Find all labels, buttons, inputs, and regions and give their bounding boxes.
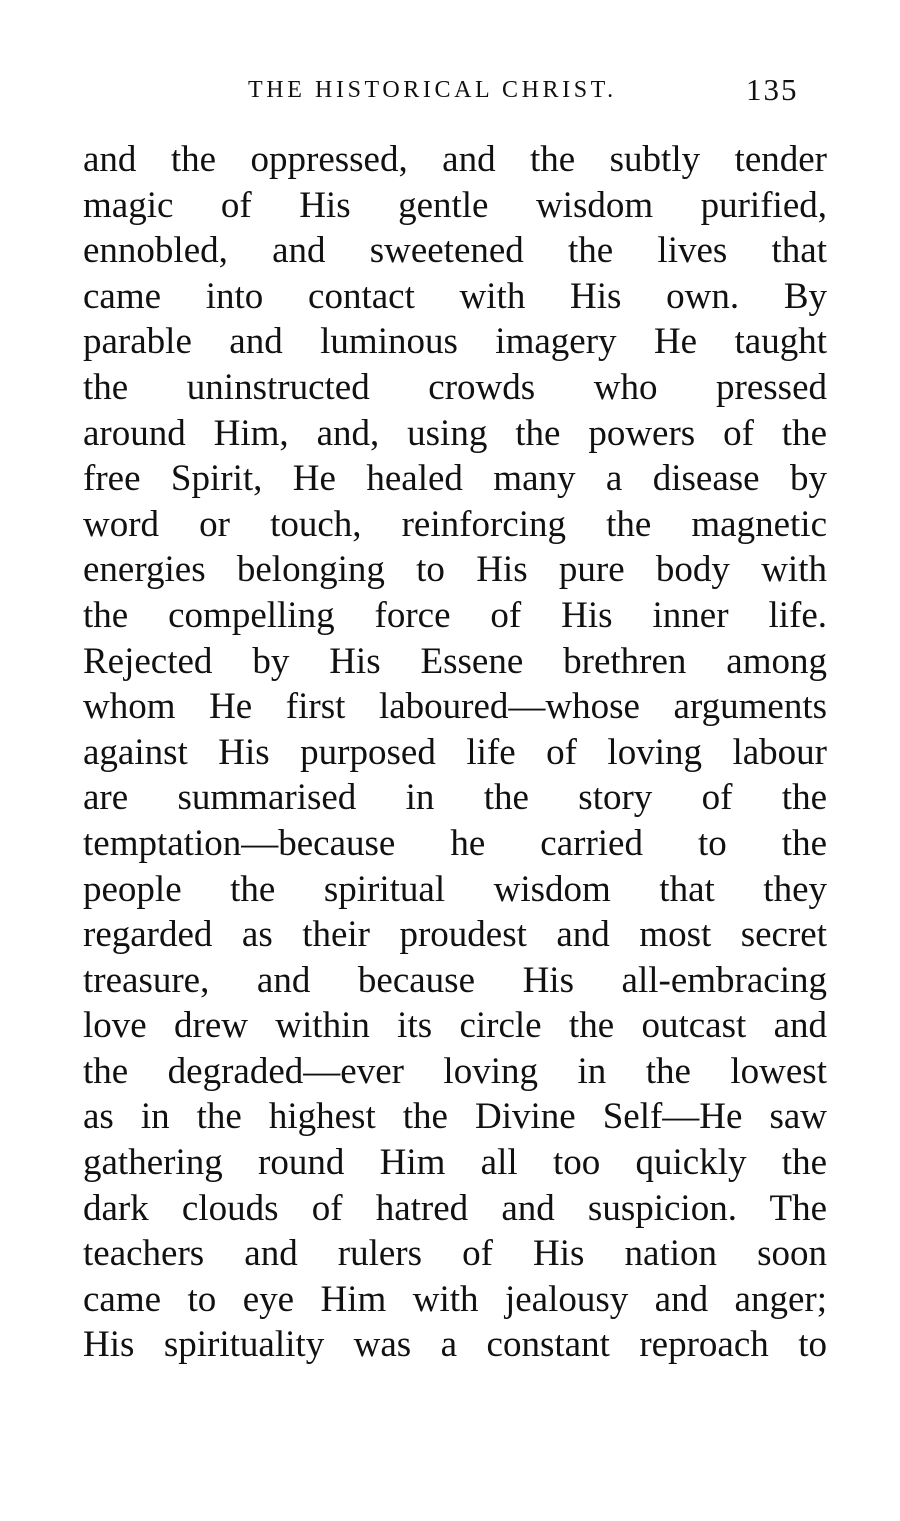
text-line: the degraded—ever loving in the lowest bbox=[83, 1050, 827, 1092]
text-line: love drew within its circle the outcast and bbox=[83, 1005, 827, 1047]
text-line: teachers and rulers of His nation soon bbox=[83, 1233, 827, 1275]
body-text bbox=[83, 137, 827, 1368]
text-line: treasure, and because His all-embracing bbox=[83, 959, 827, 1001]
page-number: 135 bbox=[746, 72, 799, 107]
text-line: Rejected by His Essene brethren among bbox=[83, 640, 827, 682]
text-line: free Spirit, He healed many a disease by bbox=[83, 458, 827, 500]
text-line: came to eye Him with jealousy and anger; bbox=[83, 1278, 827, 1320]
text-line: dark clouds of hatred and suspicion. The bbox=[83, 1187, 827, 1229]
text-line: people the spiritual wisdom that they bbox=[83, 868, 827, 910]
text-line: gathering round Him all too quickly the bbox=[83, 1142, 827, 1184]
text-line: the uninstructed crowds who pressed bbox=[83, 366, 827, 408]
text-line: came into contact with His own. By bbox=[83, 275, 827, 317]
text-line: and the oppressed, and the subtly tender bbox=[83, 139, 827, 180]
text-line: magic of His gentle wisdom purified, bbox=[83, 184, 827, 226]
running-head bbox=[0, 72, 900, 108]
text-line: ennobled, and sweetened the lives that bbox=[83, 230, 827, 272]
text-line: against His purposed life of loving labour bbox=[83, 731, 827, 773]
text-line: His spirituality was a constant reproach to bbox=[83, 1324, 827, 1366]
text-line: whom He first laboured—whose arguments bbox=[83, 686, 827, 728]
text-line: energies belonging to His pure body with bbox=[83, 549, 827, 591]
running-title: THE HISTORICAL CHRIST. bbox=[248, 77, 617, 103]
text-line: temptation—because he carried to the bbox=[83, 822, 827, 864]
text-line: parable and luminous imagery He taught bbox=[83, 321, 827, 363]
text-line: word or touch, reinforcing the magnetic bbox=[83, 503, 827, 545]
text-line: regarded as their proudest and most secret bbox=[83, 914, 827, 956]
text-line: are summarised in the story of the bbox=[83, 777, 827, 819]
text-line: the compelling force of His inner life. bbox=[83, 594, 827, 636]
text-line: around Him, and, using the powers of the bbox=[83, 412, 827, 454]
text-line: as in the highest the Divine Self—He saw bbox=[83, 1096, 827, 1138]
